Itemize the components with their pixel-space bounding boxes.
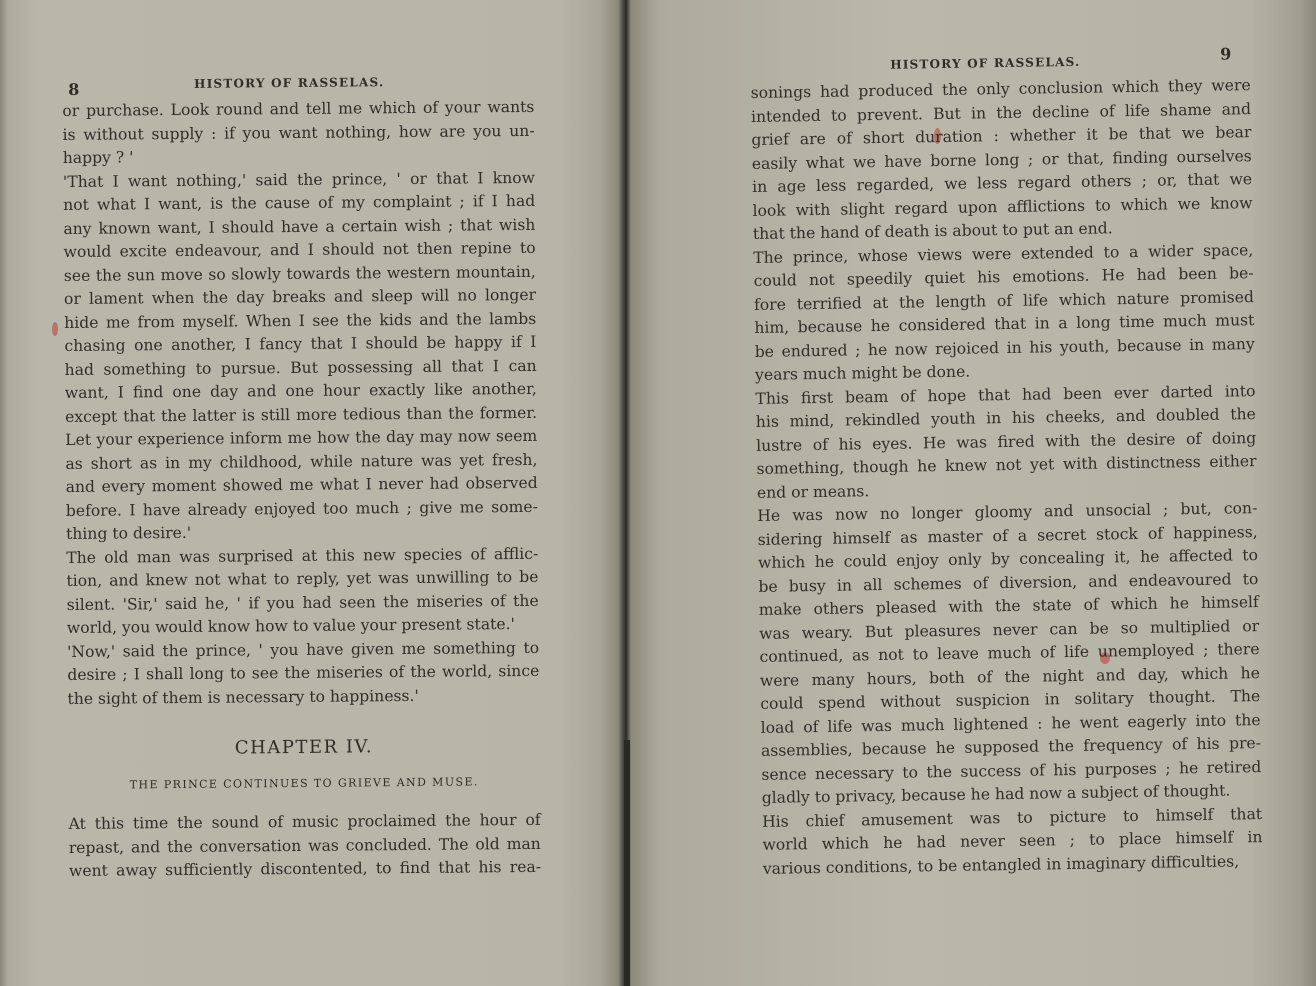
running-head: HISTORY OF RASSELAS. [890, 54, 1081, 72]
text-line: His chief amusement was to picture to himself that [761, 804, 1263, 831]
text-line: He was now no longer gloomy and unsocial ; but, con- [757, 499, 1258, 525]
text-line: happy ? ' [62, 148, 134, 167]
running-head: HISTORY OF RASSELAS. [194, 75, 385, 91]
text-line: end or means. [756, 481, 870, 502]
text-line: tion, and knew not what to reply, yet was unwilling to be [66, 567, 539, 590]
text-line: be endured ; he now rejoiced in his youth, because in many [754, 334, 1255, 361]
page-number: 9 [1219, 44, 1233, 64]
text-line: or lament when the day breaks and sleep will no longer [63, 285, 537, 308]
text-line: thing to desire.' [65, 523, 192, 543]
text-line: his mind, rekindled youth in his cheeks, and doubled the [755, 405, 1256, 431]
text-line: was weary. But pleasures never can be so multiplied or [759, 616, 1260, 643]
left-page [62, 64, 541, 884]
gutter-shadow [624, 740, 630, 986]
text-line: be busy in all schemes of diversion, and endeavoured to [758, 569, 1259, 596]
text-line: had something to pursue. But possessing all that I can [64, 356, 537, 379]
text-line: sidering himself as master of a secret stock of happiness, [757, 522, 1258, 549]
page-number: 8 [68, 79, 81, 99]
left-page-header [62, 64, 534, 100]
text-line: lustre of his eyes. He was fired with the desire of doing [756, 428, 1257, 455]
text-line: 'That I want nothing,' said the prince, ' or that I know [62, 168, 536, 191]
text-line: sence necessary to the success of his purposes ; he retired [761, 757, 1262, 784]
text-line: any known want, I should have a certain wish ; that wish [63, 215, 536, 238]
text-line: repast, and the conversation was concluded. The old man [68, 834, 541, 857]
text-line: gladly to privacy, because he had now a subject of thought. [761, 781, 1231, 807]
text-line: the sight of them is necessary to happiness.' [67, 686, 419, 708]
text-line: easily what we have borne long ; or that, finding ourselves [751, 146, 1252, 173]
text-line: intended to prevent. But in the decline of life shame and [750, 99, 1252, 126]
text-line: that the hand of death is about to put an end. [752, 219, 1113, 243]
text-line: look with slight regard upon afflictions to which we know [752, 193, 1253, 220]
text-line: except that the latter is still more tedious than the former. [64, 403, 538, 426]
right-body-text [751, 74, 1263, 881]
text-line: grief are of short duration : whether it be that we bear [751, 123, 1252, 149]
text-line: went away sufficiently discontented, to find that his rea- [68, 857, 542, 880]
text-line: At this time the sound of music proclaimed the hour of [68, 810, 541, 833]
text-line: various conditions, to be entangled in imaginary difficulties, [762, 851, 1240, 878]
text-line: world, you would know how to value your present state.' [66, 615, 515, 637]
text-line: or purchase. Look round and tell me which of your wants [62, 97, 535, 120]
right-page [750, 42, 1263, 881]
text-line: as short as in my childhood, while nature was yet fresh, [65, 450, 538, 473]
left-body-text-continued [69, 809, 542, 884]
text-line: hide me from myself. When I see the kids and the lambs [64, 309, 537, 332]
text-line: Let your experience inform me how the day may now seem [65, 426, 538, 449]
text-line: before. I have already enjoyed too much ; give me some- [65, 497, 538, 520]
text-line: could not speedily quiet his emotions. He had been be- [753, 264, 1254, 290]
text-line: him, because he considered that in a long time much must [754, 311, 1255, 337]
red-stain [52, 322, 58, 336]
text-line: 'Now,' said the prince, ' you have given me something to [67, 638, 540, 661]
text-line: in age less regarded, we less regard others ; or, that we [752, 170, 1253, 196]
text-line: not what I want, is the cause of my complaint ; if I had [63, 191, 536, 214]
text-line: something, though he knew not yet with distinctness either [756, 452, 1257, 478]
text-line: want, I find one day and one hour exactly like another, [64, 379, 537, 402]
text-line: years much might be done. [754, 362, 971, 384]
text-line: continued, as not to leave much of life unemployed ; there [759, 640, 1260, 666]
text-line: assemblies, because he supposed the frequency of his pre- [760, 734, 1262, 760]
text-line: could spend without suspicion in solitary thought. The [760, 687, 1261, 713]
text-line: would excite endeavour, and I should not then repine to [63, 238, 536, 261]
text-line: were many hours, both of the night and day, which he [759, 663, 1260, 690]
left-body-text [62, 96, 539, 711]
text-line: silent. 'Sir,' said he, ' if you had seen the miseries of the [66, 591, 539, 614]
text-line: This first beam of hope that had been ever darted into [755, 381, 1256, 408]
text-line: desire ; I shall long to see the miseries of the world, since [67, 661, 540, 684]
text-line: sonings had produced the only conclusion which they were [750, 76, 1251, 102]
text-line: which he could enjoy only by concealing it, he affected to [757, 546, 1259, 572]
text-line: The prince, whose views were extended to a wider space, [753, 240, 1254, 267]
text-line: world which he had never seen ; to place himself in [762, 828, 1263, 854]
text-line: see the sun move so slowly towards the western mountain, [63, 262, 536, 285]
text-line: chasing one another, I fancy that I should be happy if I [64, 332, 537, 355]
chapter-title: CHAPTER IV. [234, 736, 374, 759]
text-line: load of life was much lightened : he went eagerly into the [760, 710, 1261, 737]
text-line: fore terrified at the length of life which nature promised [753, 287, 1255, 314]
text-line: make others pleased with the state of which he himself [758, 593, 1259, 619]
text-line: The old man was surprised at this new species of afflic- [66, 544, 539, 567]
text-line: is without supply : if you want nothing, how are you un- [62, 121, 535, 144]
text-line: and every moment showed me what I never had observed [65, 473, 538, 496]
chapter-subtitle: THE PRINCE CONTINUES TO GRIEVE AND MUSE. [129, 775, 479, 792]
